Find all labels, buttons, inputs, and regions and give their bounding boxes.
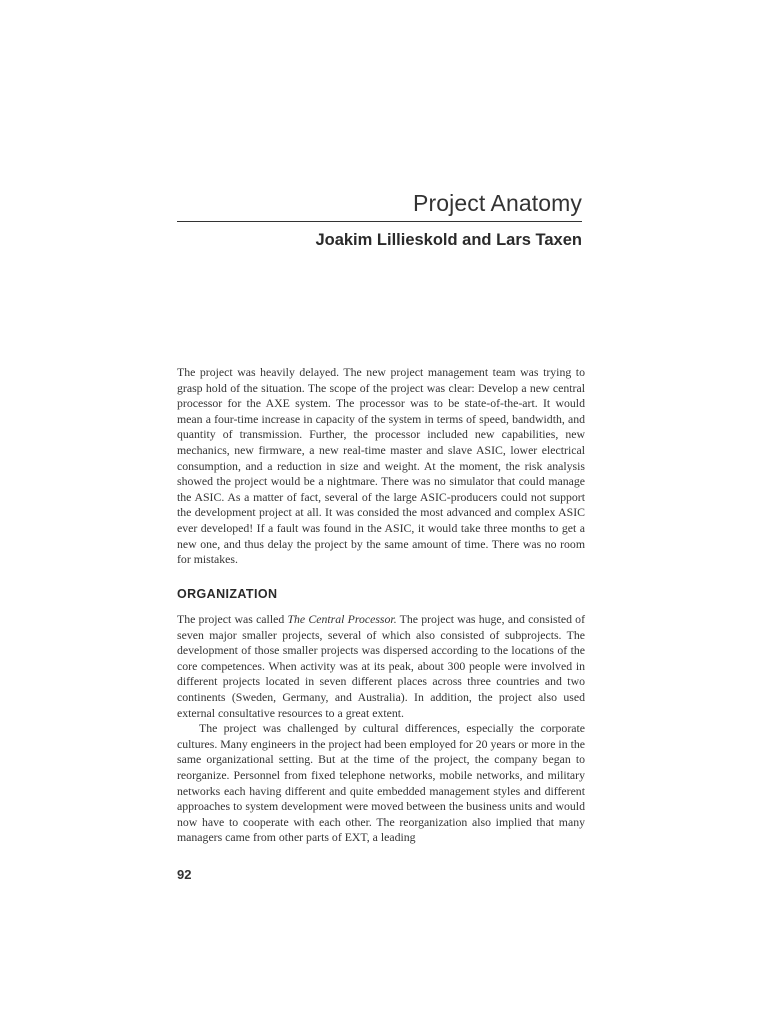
chapter-authors: Joakim Lillieskold and Lars Taxen — [315, 231, 582, 249]
section-heading: ORGANIZATION — [177, 587, 278, 601]
chapter-title: Project Anatomy — [413, 190, 582, 216]
intro-paragraph: The project was heavily delayed. The new project management team was trying to grasp hold of the situation. The scope of the project was clear: Develop a new central processor for the AXE system. The processor was to be state-of-the-art. It would mean a four-time increase in capacity of the system in terms of speed, bandwidth, and quantity of transmission. Further, the processor included new capabilities, new mechanics, new firmware, a new real-time master and slave ASIC, lower electrical consumption, and a reduction in size and weight. At the moment, the risk analysis showed the project would be a nightmare. There was no simulator that could manage the ASIC. As a matter of fact, several of the large ASIC-producers could not support the development project at all. It was consided the most advanced and complex ASIC ever developed! If a fault was found in the ASIC, it would take three months to get a new one, and thus delay the project by the same amount of time. There was no room for mistakes. — [177, 365, 585, 567]
organization-paragraph-1 — [177, 612, 585, 721]
project-name-italic: The Central Processor. — [287, 612, 397, 626]
organization-section — [177, 612, 585, 846]
page-number: 92 — [177, 867, 192, 882]
organization-paragraph-2: The project was challenged by cultural differences, especially the corporate cultures. Many engineers in the project had been employed for 20 years or more in the same organizational setting. But at the time of the project, the company began to reorganize. Personnel from fixed telephone networks, mobile networks, and military networks each having different and quite embedded management styles and different approaches to system development were moved between the business units and would now have to cooperate with each other. The reorganization also implied that many managers came from other parts of EXT, a leading — [177, 721, 585, 845]
paragraph-text: The project was huge, and consisted of seven major smaller projects, several of which also consisted of subprojects. The development of those smaller projects was dispersed according to the locations of the core competences. When activity was at its peak, about 300 people were involved in different projects located in seven different places across three countries and two continents (Sweden, Germany, and Australia). In addition, the project also used external consultative resources to a great extent. — [177, 612, 586, 720]
title-rule — [177, 221, 582, 222]
paragraph-text: The project was called — [177, 612, 288, 626]
intro-section — [177, 365, 585, 568]
